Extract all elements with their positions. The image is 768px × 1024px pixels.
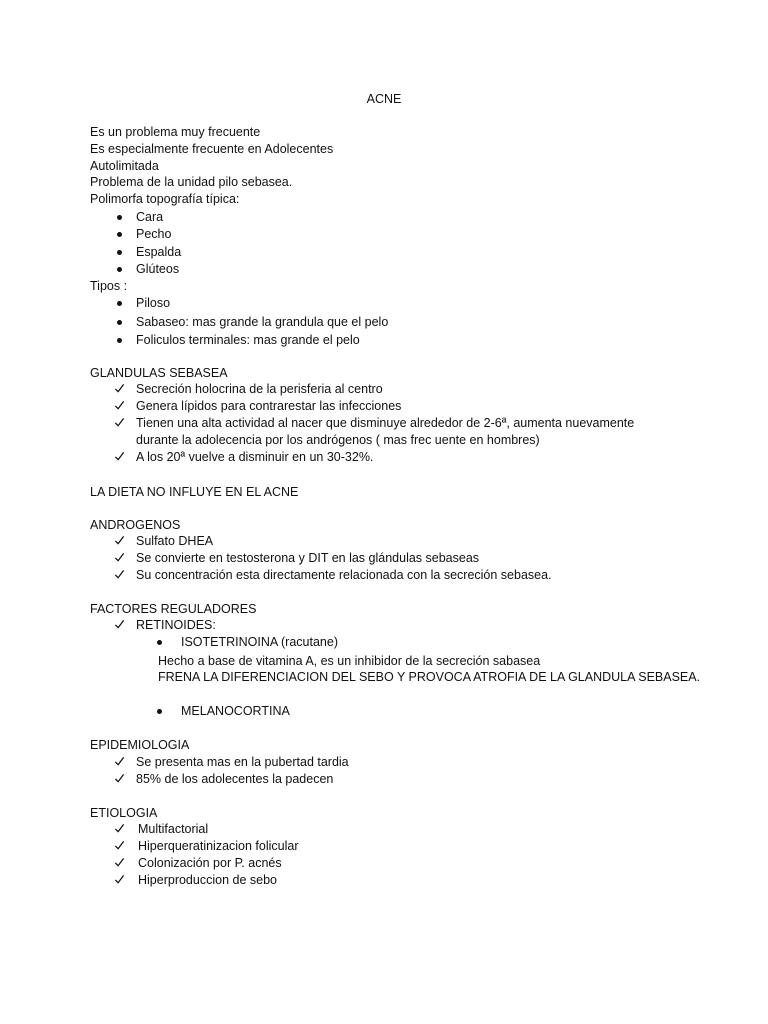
list-item-continuation: durante la adolecencia por los andrógenos ( mas frec uente en hombres)	[136, 433, 540, 447]
document-title: ACNE	[366, 92, 402, 106]
list-item: Secreción holocrina de la perisferia al centro	[136, 382, 383, 396]
section-heading: GLANDULAS SEBASEA	[90, 366, 228, 380]
list-item: Se presenta mas en la pubertad tardia	[136, 755, 349, 769]
list-item: Multifactorial	[138, 822, 209, 836]
list-item: Cara	[136, 210, 164, 224]
list-item: Hiperproduccion de sebo	[138, 873, 277, 887]
list-item: Foliculos terminales: mas grande el pelo	[136, 333, 360, 347]
list-item: RETINOIDES:	[136, 618, 216, 632]
section-heading: ETIOLOGIA	[90, 806, 158, 820]
list-item: Tienen una alta actividad al nacer que disminuye alrededor de 2-6ª, aumenta nuevamente	[136, 416, 635, 430]
list-item: Colonización por P. acnés	[138, 856, 282, 870]
sub-list-item: ISOTETRINOINA (racutane)	[181, 635, 338, 649]
intro-line: Polimorfa topografía típica:	[90, 192, 240, 206]
intro-line: Problema de la unidad pilo sebasea.	[90, 175, 293, 189]
section-heading: FACTORES REGULADORES	[90, 602, 257, 616]
list-item: Sabaseo: mas grande la grandula que el pelo	[136, 315, 389, 329]
list-item: Sulfato DHEA	[136, 534, 214, 548]
list-item: Hiperqueratinizacion folicular	[138, 839, 299, 853]
list-item: Genera lípidos para contrarestar las infecciones	[136, 399, 402, 413]
intro-line: Autolimitada	[90, 159, 159, 173]
list-item: Pecho	[136, 227, 172, 241]
section-heading: EPIDEMIOLOGIA	[90, 738, 190, 752]
list-item: A los 20ª vuelve a disminuir en un 30-32%.	[136, 450, 374, 464]
list-item: 85% de los adolecentes la padecen	[136, 772, 334, 786]
sub-list-item: MELANOCORTINA	[181, 704, 290, 718]
list-item: Glúteos	[136, 262, 180, 276]
list-item: Se convierte en testosterona y DIT en las glándulas sebaseas	[136, 551, 480, 565]
list-item: Espalda	[136, 245, 182, 259]
list-item: Piloso	[136, 296, 171, 310]
list-item: Su concentración esta directamente relacionada con la secreción sebasea.	[136, 568, 552, 582]
sub-list-text: Hecho a base de vitamina A, es un inhibidor de la secreción sabasea	[158, 654, 541, 668]
section-heading: ANDROGENOS	[90, 518, 181, 532]
section-heading: LA DIETA NO INFLUYE EN EL ACNE	[90, 485, 299, 499]
sub-list-text: FRENA LA DIFERENCIACION DEL SEBO Y PROVOCA ATROFIA DE LA GLANDULA SEBASEA.	[158, 670, 701, 684]
intro-line: Es un problema muy frecuente	[90, 125, 261, 139]
tipos-label: Tipos :	[90, 279, 128, 293]
intro-line: Es especialmente frecuente en Adolecentes	[90, 142, 334, 156]
